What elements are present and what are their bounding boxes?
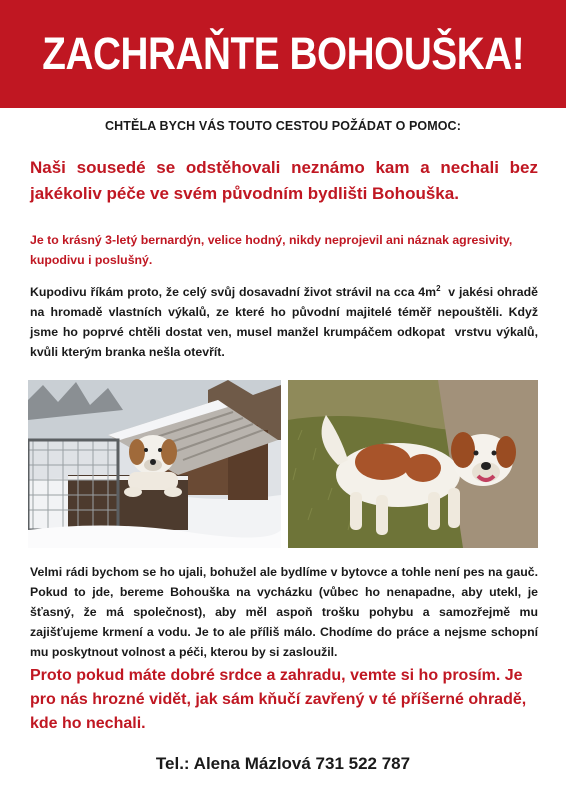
lead-paragraph: Naši sousedé se odstěhovali neznámo kam a nechali bez jakékoliv péče ve svém původním bydlišti Bohouška.	[30, 158, 538, 203]
dog-in-snowy-pen-photo	[28, 380, 281, 548]
closing-appeal: Proto pokud máte dobré srdce a zahradu, vemte si ho prosím. Je pro nás hrozné vidět, jak sám kňučí zavřený v té příšerné ohradě, kde ho nechali.	[30, 667, 527, 732]
dog-description: Je to krásný 3-letý bernardýn, velice hodný, nikdy neprojevil ani náznak agresivity, kupodivu i poslušný.	[30, 233, 513, 268]
saint-bernard-walking-photo	[288, 380, 538, 548]
request-subheading: CHTĚLA BYCH VÁS TOUTO CESTOU POŽÁDAT O POMOC:	[105, 119, 461, 133]
situation-paragraph: Velmi rádi bychom se ho ujali, bohužel ale bydlíme v bytovce a tohle není pes na gauč. Pokud to jde, bereme Bohouška na vycházku (vůbec ho nenapadne, aby utekl, je šťasný, že má společnost), aby měl aspoň trošku pohybu a samozřejmě mu zajišťujeme krmení a vodu. Je to ale příliš málo. Chodíme do práce a nejsme schopní mu poskytnout volnost a péči, kterou by si zasloužil.	[30, 565, 538, 659]
story-text-end: v jakési ohradě na hromadě vlastních výkalů, ze které ho původní majitelé téměř nepouštěli. Když jsme ho poprvé chtěli dostat ven, musel manžel krumpáčem odkopat vrstvu výkalů, kvůli kterým branka nešla otevřít.	[30, 285, 542, 359]
area-unit-superscript: 2	[436, 284, 441, 293]
story-text-start: Kupodivu říkám proto, že celý svůj dosavadní život strávil na cca 4m	[30, 285, 437, 300]
contact-phone: Tel.: Alena Mázlová 731 522 787	[155, 754, 411, 773]
title-banner	[0, 0, 566, 108]
page-title: ZACHRAŇTE BOHOUŠKA!	[41, 28, 525, 79]
story-paragraph	[30, 283, 542, 363]
